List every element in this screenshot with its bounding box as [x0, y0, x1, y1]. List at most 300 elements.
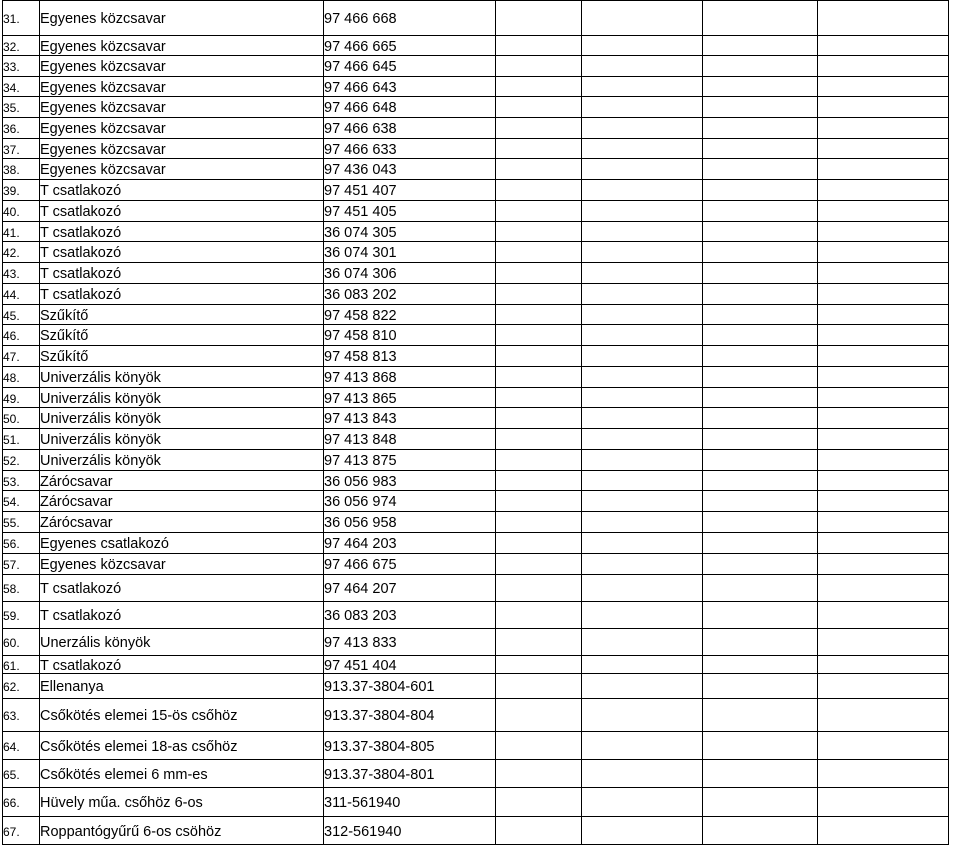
table-row	[3, 325, 949, 346]
part-code-cell	[324, 554, 496, 575]
part-code-cell	[324, 512, 496, 533]
part-code: 97 466 643	[324, 79, 397, 96]
empty-cell	[703, 760, 818, 788]
empty-cell	[703, 56, 818, 77]
row-number-cell	[3, 201, 40, 222]
part-code-cell	[324, 388, 496, 408]
part-name: T csatlakozó	[40, 266, 122, 282]
empty-cell	[703, 325, 818, 346]
empty-cell	[582, 788, 703, 817]
empty-cell	[818, 732, 949, 760]
row-number: 62.	[3, 680, 20, 694]
empty-cell	[818, 97, 949, 118]
empty-cell	[818, 56, 949, 77]
empty-cell	[818, 242, 949, 263]
empty-cell	[496, 512, 582, 533]
table-row	[3, 222, 949, 242]
part-code: 36 083 203	[324, 608, 397, 624]
table-row	[3, 56, 949, 77]
empty-cell	[582, 305, 703, 325]
row-number-cell	[3, 732, 40, 760]
row-number: 55.	[3, 516, 20, 530]
empty-cell	[818, 471, 949, 491]
part-name-cell	[40, 450, 324, 471]
part-name-cell	[40, 629, 324, 656]
part-code: 311-561940	[324, 795, 401, 811]
row-number-cell	[3, 222, 40, 242]
part-name: T csatlakozó	[40, 183, 122, 199]
empty-cell	[496, 491, 582, 512]
row-number: 53.	[3, 474, 20, 489]
part-name: Egyenes közcsavar	[40, 38, 166, 55]
row-number-cell	[3, 512, 40, 533]
part-name-cell	[40, 602, 324, 629]
empty-cell	[496, 1, 582, 36]
row-number-cell	[3, 629, 40, 656]
empty-cell	[818, 159, 949, 180]
part-name: Univerzális könyök	[40, 390, 161, 407]
part-code-cell	[324, 77, 496, 97]
part-name: T csatlakozó	[40, 287, 122, 303]
empty-cell	[703, 367, 818, 388]
table-row	[3, 263, 949, 284]
empty-cell	[582, 367, 703, 388]
part-code: 97 413 833	[324, 635, 397, 651]
part-code: 97 413 868	[324, 370, 397, 386]
part-code-cell	[324, 97, 496, 118]
empty-cell	[496, 180, 582, 201]
row-number-cell	[3, 656, 40, 674]
table-row	[3, 346, 949, 367]
row-number: 47.	[3, 350, 20, 364]
empty-cell	[703, 656, 818, 674]
table-row	[3, 180, 949, 201]
part-code: 97 466 675	[324, 557, 397, 573]
part-name-cell	[40, 817, 324, 845]
empty-cell	[818, 346, 949, 367]
part-code: 97 413 843	[324, 411, 397, 427]
part-name: Csőkötés elemei 6 mm-es	[40, 766, 208, 783]
empty-cell	[703, 602, 818, 629]
table-row	[3, 817, 949, 845]
row-number-cell	[3, 450, 40, 471]
empty-cell	[818, 139, 949, 159]
row-number-cell	[3, 760, 40, 788]
row-number: 59.	[3, 609, 20, 623]
part-code-cell	[324, 284, 496, 305]
row-number: 58.	[3, 582, 20, 596]
part-name-cell	[40, 139, 324, 159]
empty-cell	[582, 346, 703, 367]
empty-cell	[818, 429, 949, 450]
table-row	[3, 554, 949, 575]
empty-cell	[496, 325, 582, 346]
empty-cell	[496, 367, 582, 388]
table-row	[3, 284, 949, 305]
empty-cell	[582, 554, 703, 575]
part-name-cell	[40, 222, 324, 242]
empty-cell	[703, 732, 818, 760]
part-name-cell	[40, 242, 324, 263]
empty-cell	[818, 699, 949, 732]
part-code-cell	[324, 325, 496, 346]
empty-cell	[703, 36, 818, 56]
empty-cell	[582, 575, 703, 602]
row-number: 48.	[3, 371, 20, 385]
row-number-cell	[3, 242, 40, 263]
row-number-cell	[3, 429, 40, 450]
empty-cell	[582, 471, 703, 491]
row-number-cell	[3, 367, 40, 388]
table-row	[3, 77, 949, 97]
empty-cell	[582, 36, 703, 56]
row-number-cell	[3, 388, 40, 408]
empty-cell	[582, 242, 703, 263]
table-row	[3, 760, 949, 788]
empty-cell	[496, 602, 582, 629]
empty-cell	[703, 97, 818, 118]
empty-cell	[703, 817, 818, 845]
row-number-cell	[3, 36, 40, 56]
table-row	[3, 1, 949, 36]
empty-cell	[818, 201, 949, 222]
part-name: Egyenes közcsavar	[40, 141, 166, 158]
empty-cell	[582, 180, 703, 201]
table-row	[3, 118, 949, 139]
row-number: 67.	[3, 824, 20, 839]
part-name: Egyenes közcsavar	[40, 121, 166, 137]
table-row	[3, 674, 949, 699]
part-code: 97 464 207	[324, 581, 397, 597]
empty-cell	[818, 180, 949, 201]
table-row	[3, 491, 949, 512]
part-code-cell	[324, 263, 496, 284]
part-code: 97 451 404	[324, 657, 397, 674]
part-name: T csatlakozó	[40, 657, 122, 674]
empty-cell	[703, 471, 818, 491]
part-name-cell	[40, 97, 324, 118]
part-name: Zárócsavar	[40, 515, 113, 531]
empty-cell	[818, 656, 949, 674]
part-code-cell	[324, 732, 496, 760]
part-code-cell	[324, 788, 496, 817]
part-name: Zárócsavar	[40, 473, 113, 490]
empty-cell	[496, 305, 582, 325]
empty-cell	[496, 471, 582, 491]
empty-cell	[818, 817, 949, 845]
part-name: Egyenes közcsavar	[40, 162, 166, 178]
part-code: 36 074 305	[324, 224, 397, 241]
row-number-cell	[3, 674, 40, 699]
empty-cell	[818, 263, 949, 284]
part-name: Univerzális könyök	[40, 411, 161, 427]
table-row	[3, 512, 949, 533]
empty-cell	[703, 674, 818, 699]
part-code-cell	[324, 656, 496, 674]
part-name-cell	[40, 512, 324, 533]
empty-cell	[582, 97, 703, 118]
empty-cell	[703, 491, 818, 512]
part-code-cell	[324, 1, 496, 36]
row-number: 50.	[3, 412, 20, 426]
row-number-cell	[3, 180, 40, 201]
row-number: 51.	[3, 433, 20, 447]
row-number: 65.	[3, 767, 20, 782]
table-row	[3, 575, 949, 602]
empty-cell	[496, 656, 582, 674]
empty-cell	[703, 77, 818, 97]
part-name-cell	[40, 305, 324, 325]
row-number: 32.	[3, 39, 20, 54]
table-row	[3, 201, 949, 222]
part-name-cell	[40, 77, 324, 97]
empty-cell	[703, 263, 818, 284]
table-row	[3, 305, 949, 325]
empty-cell	[703, 222, 818, 242]
row-number-cell	[3, 284, 40, 305]
empty-cell	[818, 491, 949, 512]
empty-cell	[582, 118, 703, 139]
empty-cell	[818, 118, 949, 139]
empty-cell	[818, 512, 949, 533]
row-number: 41.	[3, 225, 20, 240]
row-number: 52.	[3, 454, 20, 468]
part-code-cell	[324, 450, 496, 471]
empty-cell	[582, 629, 703, 656]
part-code: 97 413 848	[324, 432, 397, 448]
empty-cell	[582, 656, 703, 674]
part-code-cell	[324, 305, 496, 325]
part-name-cell	[40, 732, 324, 760]
empty-cell	[818, 1, 949, 36]
part-name-cell	[40, 201, 324, 222]
row-number-cell	[3, 602, 40, 629]
part-code: 97 466 665	[324, 38, 397, 55]
part-code-cell	[324, 222, 496, 242]
part-code: 97 451 405	[324, 204, 397, 220]
part-code-cell	[324, 346, 496, 367]
part-code: 36 074 306	[324, 266, 397, 282]
empty-cell	[496, 222, 582, 242]
row-number-cell	[3, 263, 40, 284]
table-row	[3, 36, 949, 56]
empty-cell	[818, 533, 949, 554]
part-code: 913.37-3804-805	[324, 738, 435, 755]
row-number: 56.	[3, 537, 20, 551]
row-number-cell	[3, 77, 40, 97]
empty-cell	[703, 699, 818, 732]
empty-cell	[703, 388, 818, 408]
part-name: Egyenes közcsavar	[40, 59, 166, 75]
table-row	[3, 408, 949, 429]
empty-cell	[496, 36, 582, 56]
empty-cell	[496, 575, 582, 602]
row-number: 61.	[3, 658, 20, 673]
empty-cell	[496, 732, 582, 760]
empty-cell	[818, 305, 949, 325]
part-name-cell	[40, 36, 324, 56]
empty-cell	[703, 533, 818, 554]
part-name-cell	[40, 471, 324, 491]
part-code-cell	[324, 56, 496, 77]
part-code-cell	[324, 629, 496, 656]
part-name-cell	[40, 674, 324, 699]
part-code-cell	[324, 36, 496, 56]
row-number-cell	[3, 533, 40, 554]
part-name-cell	[40, 699, 324, 732]
part-name: T csatlakozó	[40, 581, 122, 597]
empty-cell	[703, 1, 818, 36]
empty-cell	[703, 429, 818, 450]
empty-cell	[582, 263, 703, 284]
table-row	[3, 159, 949, 180]
part-code-cell	[324, 491, 496, 512]
empty-cell	[496, 139, 582, 159]
table-row	[3, 242, 949, 263]
row-number-cell	[3, 305, 40, 325]
part-name-cell	[40, 760, 324, 788]
row-number-cell	[3, 471, 40, 491]
empty-cell	[582, 325, 703, 346]
part-name: T csatlakozó	[40, 224, 122, 241]
empty-cell	[496, 284, 582, 305]
part-code: 97 466 648	[324, 100, 397, 116]
part-name-cell	[40, 788, 324, 817]
part-code: 36 056 974	[324, 494, 397, 510]
row-number-cell	[3, 346, 40, 367]
empty-cell	[496, 760, 582, 788]
part-code: 97 413 875	[324, 453, 397, 469]
empty-cell	[818, 325, 949, 346]
empty-cell	[496, 346, 582, 367]
row-number-cell	[3, 575, 40, 602]
table-row	[3, 732, 949, 760]
part-name: Szűkítő	[40, 349, 89, 365]
part-name: T csatlakozó	[40, 608, 122, 624]
row-number-cell	[3, 408, 40, 429]
row-number: 40.	[3, 205, 20, 219]
row-number: 44.	[3, 288, 20, 302]
empty-cell	[496, 699, 582, 732]
parts-table	[2, 0, 949, 845]
table-row	[3, 629, 949, 656]
row-number: 57.	[3, 558, 20, 572]
part-code-cell	[324, 533, 496, 554]
row-number-cell	[3, 159, 40, 180]
row-number: 66.	[3, 796, 20, 810]
table-row	[3, 139, 949, 159]
row-number: 46.	[3, 329, 20, 343]
empty-cell	[818, 629, 949, 656]
empty-cell	[582, 699, 703, 732]
empty-cell	[818, 367, 949, 388]
empty-cell	[818, 554, 949, 575]
row-number-cell	[3, 325, 40, 346]
row-number-cell	[3, 118, 40, 139]
empty-cell	[703, 575, 818, 602]
row-number-cell	[3, 56, 40, 77]
empty-cell	[582, 1, 703, 36]
empty-cell	[703, 284, 818, 305]
part-name-cell	[40, 656, 324, 674]
empty-cell	[582, 732, 703, 760]
part-code-cell	[324, 367, 496, 388]
empty-cell	[496, 159, 582, 180]
part-code-cell	[324, 471, 496, 491]
row-number: 38.	[3, 163, 20, 177]
empty-cell	[582, 77, 703, 97]
empty-cell	[818, 388, 949, 408]
part-name: Szűkítő	[40, 307, 89, 324]
part-code-cell	[324, 118, 496, 139]
empty-cell	[582, 159, 703, 180]
part-name: Egyenes közcsavar	[40, 100, 166, 116]
part-code: 913.37-3804-601	[324, 679, 435, 695]
empty-cell	[496, 674, 582, 699]
part-name-cell	[40, 554, 324, 575]
empty-cell	[582, 388, 703, 408]
table-row	[3, 97, 949, 118]
part-name-cell	[40, 346, 324, 367]
part-name-cell	[40, 367, 324, 388]
part-name-cell	[40, 1, 324, 36]
row-number-cell	[3, 788, 40, 817]
part-name-cell	[40, 118, 324, 139]
part-name: Egyenes közcsavar	[40, 557, 166, 573]
empty-cell	[496, 263, 582, 284]
empty-cell	[703, 201, 818, 222]
part-code: 36 056 958	[324, 515, 397, 531]
empty-cell	[582, 284, 703, 305]
part-code: 913.37-3804-804	[324, 708, 435, 724]
empty-cell	[582, 760, 703, 788]
part-code: 913.37-3804-801	[324, 766, 435, 783]
row-number: 63.	[3, 709, 20, 723]
part-code: 97 458 813	[324, 349, 397, 365]
part-code-cell	[324, 760, 496, 788]
empty-cell	[703, 305, 818, 325]
part-code-cell	[324, 201, 496, 222]
row-number: 60.	[3, 636, 20, 650]
empty-cell	[582, 602, 703, 629]
empty-cell	[703, 450, 818, 471]
part-name: Csőkötés elemei 18-as csőhöz	[40, 738, 238, 755]
part-name-cell	[40, 180, 324, 201]
empty-cell	[703, 242, 818, 263]
part-code-cell	[324, 575, 496, 602]
empty-cell	[703, 554, 818, 575]
part-name: T csatlakozó	[40, 245, 122, 261]
row-number: 45.	[3, 308, 20, 323]
empty-cell	[496, 533, 582, 554]
row-number: 36.	[3, 122, 20, 136]
empty-cell	[703, 180, 818, 201]
row-number-cell	[3, 817, 40, 845]
empty-cell	[496, 242, 582, 263]
row-number: 64.	[3, 739, 20, 754]
empty-cell	[496, 817, 582, 845]
table-row	[3, 471, 949, 491]
part-name: Univerzális könyök	[40, 432, 161, 448]
empty-cell	[496, 450, 582, 471]
part-code: 97 451 407	[324, 183, 397, 199]
empty-cell	[582, 56, 703, 77]
empty-cell	[582, 408, 703, 429]
part-code: 97 466 645	[324, 59, 397, 75]
part-name-cell	[40, 533, 324, 554]
part-name: Szűkítő	[40, 328, 89, 344]
empty-cell	[818, 760, 949, 788]
